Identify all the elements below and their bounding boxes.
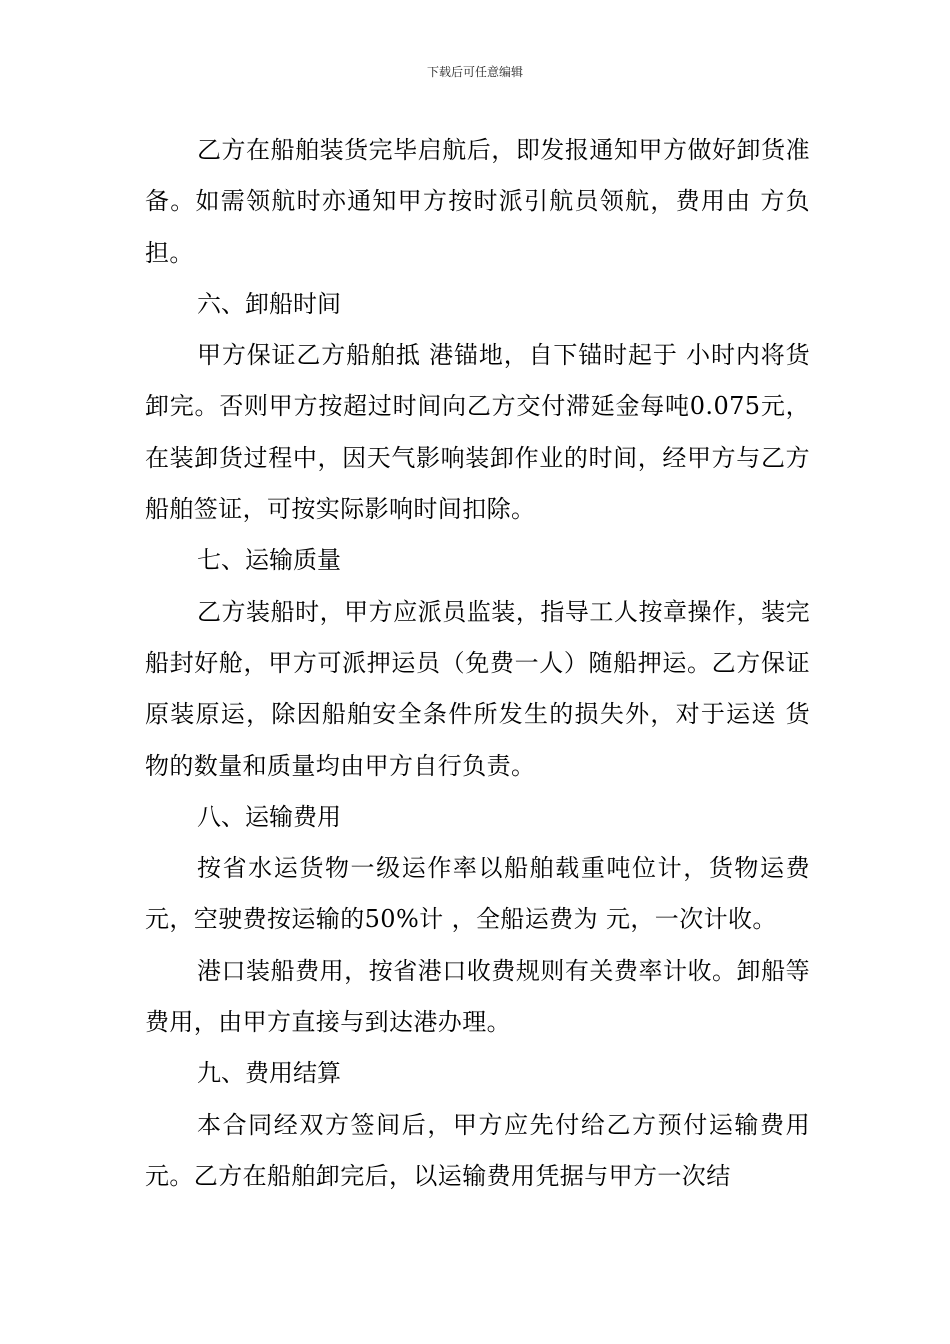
paragraph-unloading-time: 甲方保证乙方船舶抵 港锚地，自下锚时起于 小时内将货卸完。否则甲方按超过时间向乙方交付滞延金每吨0.075元，在装卸货过程中，因天气影响装卸作业的时间，经甲方与乙方船舶签证，可按实际影响时间扣除。 (145, 341, 810, 524)
paragraph-freight-rate: 按省水运货物一级运作率以船舶载重吨位计，货物运费 元，空驶费按运输的50%计 ，全船运费为 元，一次计收。 (145, 854, 810, 934)
section-heading-settlement: 九、费用结算 (197, 1059, 341, 1088)
page-header: 下载后可任意编辑 (426, 65, 523, 79)
section-heading-transport-quality: 七、运输质量 (197, 546, 341, 575)
paragraph-settlement: 本合同经双方签间后，甲方应先付给乙方预付运输费用 元。乙方在船舶卸完后，以运输费用凭据与甲方一次结 (145, 1110, 810, 1190)
paragraph-departure-notice: 乙方在船舶装货完毕启航后，即发报通知甲方做好卸货准备。如需领航时亦通知甲方按时派引航员领航，费用由 方负担。 (145, 136, 810, 267)
document-body (145, 125, 810, 1202)
paragraph-transport-quality: 乙方装船时，甲方应派员监装，指导工人按章操作，装完船封好舱，甲方可派押运员（免费一人）随船押运。乙方保证原装原运，除因船舶安全条件所发生的损失外，对于运送 货物的数量和质量均由甲方自行负责。 (145, 597, 810, 780)
paragraph-port-fees: 港口装船费用，按省港口收费规则有关费率计收。卸船等费用，由甲方直接与到达港办理。 (145, 956, 810, 1037)
section-heading-unloading-time: 六、卸船时间 (197, 289, 341, 318)
section-heading-transport-fees: 八、运输费用 (197, 802, 341, 831)
